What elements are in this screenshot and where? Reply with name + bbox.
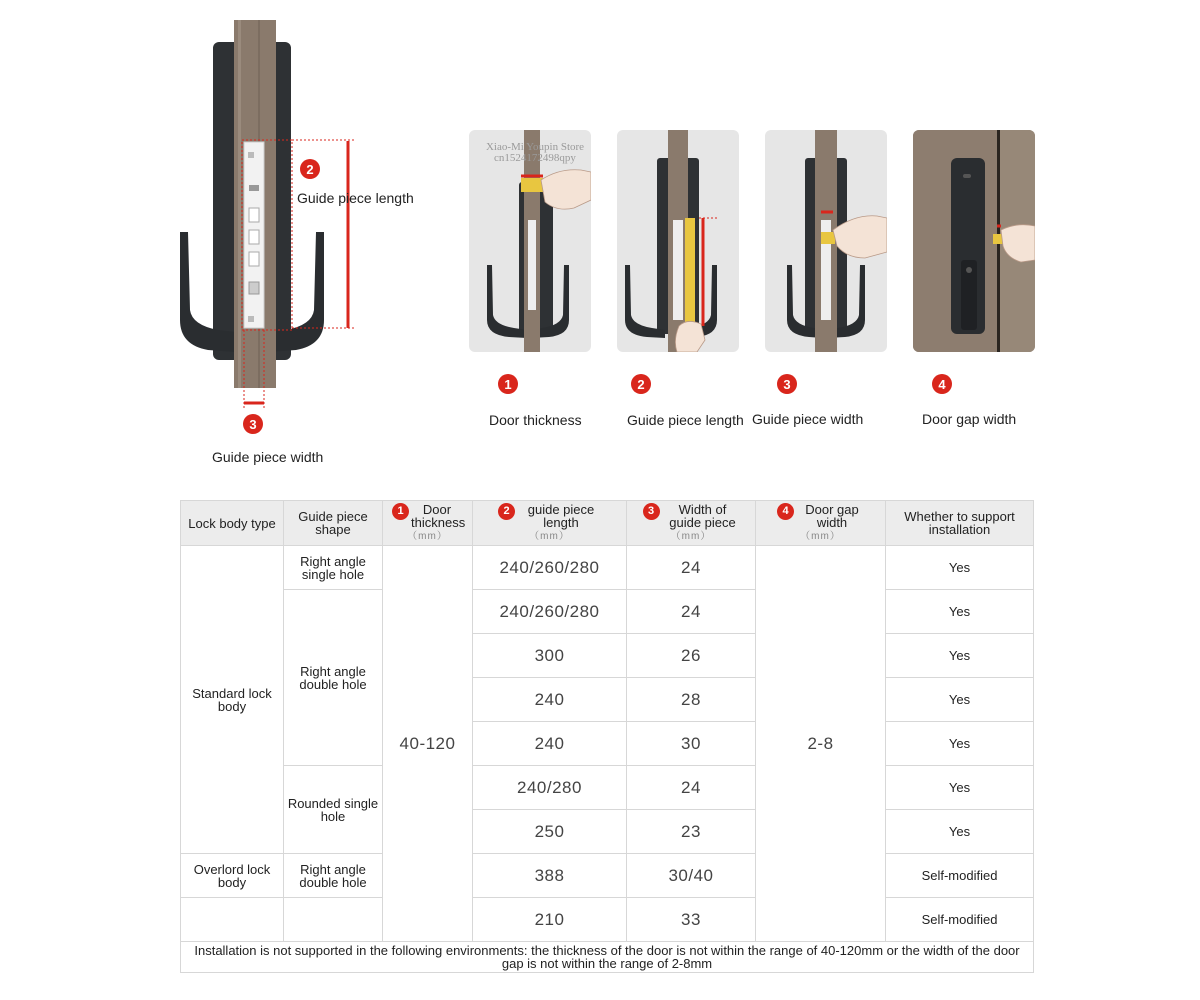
cell-support: Yes xyxy=(886,590,1034,634)
cell-width: 30 xyxy=(627,722,756,766)
step3-label: Guide piece width xyxy=(752,411,864,427)
cell-width: 26 xyxy=(627,634,756,678)
table-row xyxy=(181,546,1034,590)
watermark-line1: Xiao-Mi Youpin Store xyxy=(485,141,585,153)
guide-length-illustration xyxy=(617,130,739,352)
shape-double: Right angle double hole xyxy=(284,590,383,766)
header-guide-length-text: guide piece length xyxy=(527,502,595,530)
step1-label: Door thickness xyxy=(489,412,582,428)
unit-mm: （mm） xyxy=(529,531,570,542)
guide-width-label: Guide piece width xyxy=(212,449,324,465)
table-row xyxy=(181,766,1034,810)
group-standard: Standard lock body xyxy=(181,546,284,854)
cell-length: 388 xyxy=(473,854,627,898)
cell-length: 240 xyxy=(473,678,627,722)
panel-guide-length xyxy=(617,130,739,352)
cell-width: 24 xyxy=(627,766,756,810)
header-door-thickness xyxy=(383,501,473,546)
cell-width: 23 xyxy=(627,810,756,854)
table-row xyxy=(181,854,1034,898)
step4-label: Door gap width xyxy=(922,411,1017,427)
header-door-thickness-text: Door thickness xyxy=(411,502,466,530)
spec-table xyxy=(180,500,1034,973)
cell-support: Yes xyxy=(886,810,1034,854)
header-guide-width-text: Width of guide piece xyxy=(669,502,736,530)
cell-support: Self-modified xyxy=(886,854,1034,898)
cell-length: 240/260/280 xyxy=(473,590,627,634)
panel-guide-width xyxy=(765,130,887,352)
gap-range: 2-8 xyxy=(756,546,886,942)
unit-mm: （mm） xyxy=(670,531,712,542)
guide-width-illustration xyxy=(765,130,887,352)
empty-cell xyxy=(181,898,284,942)
cell-length: 240/280 xyxy=(473,766,627,810)
cell-width: 33 xyxy=(627,898,756,942)
header-door-gap xyxy=(756,501,886,546)
table-header-row xyxy=(181,501,1034,546)
watermark xyxy=(475,142,591,164)
cell-support: Self-modified xyxy=(886,898,1034,942)
header-badge-2: 2 xyxy=(498,503,515,520)
table-row xyxy=(181,590,1034,634)
empty-cell xyxy=(284,898,383,942)
step2-badge: 2 xyxy=(631,374,651,394)
step1-badge: 1 xyxy=(498,374,518,394)
door-gap-illustration xyxy=(913,130,1035,352)
cell-length: 240/260/280 xyxy=(473,546,627,590)
cell-length: 250 xyxy=(473,810,627,854)
installation-note: Installation is not supported in the following environments: the thickness of the door is not within the range of 40-120mm or the width of the door gap is not within the range of 2-8mm xyxy=(181,942,1034,973)
width-badge: 3 xyxy=(243,414,263,434)
guide-length-label: Guide piece length xyxy=(297,190,414,206)
header-badge-3: 3 xyxy=(643,503,660,520)
cell-length: 300 xyxy=(473,634,627,678)
cell-support: Yes xyxy=(886,766,1034,810)
cell-width: 24 xyxy=(627,546,756,590)
unit-mm: （mm） xyxy=(800,531,841,542)
cell-support: Yes xyxy=(886,634,1034,678)
header-badge-4: 4 xyxy=(777,503,794,520)
cell-width: 28 xyxy=(627,678,756,722)
thickness-range: 40-120 xyxy=(383,546,473,942)
panel-door-gap xyxy=(913,130,1035,352)
group-overlord: Overlord lock body xyxy=(181,854,284,898)
length-badge: 2 xyxy=(300,159,320,179)
header-support: Whether to support installation xyxy=(886,501,1034,546)
step4-badge: 4 xyxy=(932,374,952,394)
header-lock-body-type: Lock body type xyxy=(181,501,284,546)
table-note-row xyxy=(181,942,1034,973)
header-guide-length xyxy=(473,501,627,546)
step3-badge: 3 xyxy=(777,374,797,394)
cell-support: Yes xyxy=(886,546,1034,590)
cell-support: Yes xyxy=(886,722,1034,766)
panel-door-thickness xyxy=(469,130,591,352)
cell-width: 30/40 xyxy=(627,854,756,898)
cell-length: 240 xyxy=(473,722,627,766)
shape-single: Right angle single hole xyxy=(284,546,383,590)
shape-overlord: Right angle double hole xyxy=(284,854,383,898)
watermark-line2: cn1524172498qpy xyxy=(494,152,576,164)
table-row xyxy=(181,898,1034,942)
header-badge-1: 1 xyxy=(392,503,409,520)
lock-illustration xyxy=(178,20,428,440)
unit-mm: （mm） xyxy=(407,531,448,542)
header-guide-width xyxy=(627,501,756,546)
cell-width: 24 xyxy=(627,590,756,634)
cell-support: Yes xyxy=(886,678,1034,722)
shape-rounded: Rounded single hole xyxy=(284,766,383,854)
step2-label: Guide piece length xyxy=(627,412,744,428)
header-guide-shape: Guide piece shape xyxy=(284,501,383,546)
cell-length: 210 xyxy=(473,898,627,942)
lock-diagram xyxy=(178,20,428,440)
header-door-gap-text: Door gap width xyxy=(805,502,859,530)
